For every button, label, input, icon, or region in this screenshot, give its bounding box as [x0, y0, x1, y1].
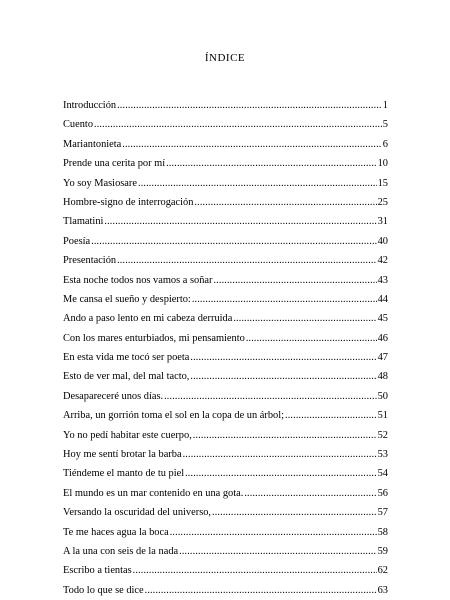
toc-entry-title: El mundo es un mar contenido en una gota. — [63, 487, 244, 499]
dot-leader — [190, 348, 376, 367]
toc-entry-page-number: 63 — [377, 584, 388, 596]
toc-entry-page-number: 54 — [377, 468, 388, 480]
toc-entry — [63, 174, 388, 193]
toc-entry-title: Esto de ver mal, del mal tacto, — [63, 371, 190, 383]
dot-leader — [179, 542, 376, 561]
toc-entry — [63, 212, 388, 231]
dot-leader — [170, 523, 377, 542]
toc-entry-page-number: 25 — [377, 196, 388, 208]
toc-entry-page-number: 47 — [377, 352, 388, 364]
dot-leader — [244, 484, 376, 503]
toc-entry-page-number: 59 — [377, 545, 388, 557]
dot-leader — [212, 503, 377, 522]
toc-entry — [63, 154, 388, 173]
toc-entry-page-number: 62 — [377, 565, 388, 577]
dot-leader — [166, 154, 376, 173]
toc-entry — [63, 290, 388, 309]
dot-leader — [213, 271, 376, 290]
dot-leader — [138, 174, 377, 193]
toc-entry-page-number: 40 — [377, 235, 388, 247]
toc-entry-title: Yo soy Masiosare — [63, 177, 137, 189]
toc-entry — [63, 271, 388, 290]
toc-entry — [63, 329, 388, 348]
toc-entry-title: Tiéndeme el manto de tu piel — [63, 468, 185, 480]
toc-entry-page-number: 44 — [377, 293, 388, 305]
toc-entry-page-number: 42 — [377, 255, 388, 267]
toc-entry — [63, 135, 388, 154]
toc-entry-title: A la una con seis de la nada — [63, 545, 179, 557]
toc-entry-page-number: 53 — [377, 449, 388, 461]
toc-entry-page-number: 5 — [382, 119, 388, 131]
toc-entry-title: Te me haces agua la boca — [63, 526, 169, 538]
dot-leader — [192, 290, 377, 309]
toc-entry — [63, 348, 388, 367]
toc-entry-page-number: 51 — [377, 410, 388, 422]
toc-entry-page-number: 1 — [382, 100, 388, 111]
toc-entry-title: Cuento — [63, 119, 94, 131]
toc-entry-title: Desapareceré unos días. — [63, 390, 164, 402]
toc-entry-title: Prende una cerita por mí — [63, 158, 166, 170]
toc-entry — [63, 193, 388, 212]
toc-entry — [63, 464, 388, 483]
toc-entry — [63, 96, 388, 115]
toc-entry-title: Yo no pedí habitar este cuerpo, — [63, 429, 192, 441]
toc-entry-page-number: 52 — [377, 429, 388, 441]
toc-entry-title: Tlamatini — [63, 216, 104, 228]
toc-entry-title: Todo lo que se dice — [63, 584, 144, 596]
toc-entry-title: Presentación — [63, 255, 117, 267]
toc-entry-page-number: 45 — [377, 313, 388, 325]
dot-leader — [117, 251, 377, 270]
toc-entry-title: Ando a paso lento en mi cabeza derruida — [63, 313, 233, 325]
toc-entry-title: Con los mares enturbiados, mi pensamiento — [63, 332, 245, 344]
dot-leader — [133, 561, 377, 580]
dot-leader — [246, 329, 377, 348]
toc-entry-title: Hombre-signo de interrogación — [63, 196, 194, 208]
toc-entry — [63, 426, 388, 445]
toc-entry-page-number: 31 — [377, 216, 388, 228]
toc-entry-title: Introducción — [63, 100, 117, 111]
dot-leader — [190, 367, 376, 386]
toc-entry — [63, 484, 388, 503]
toc-entry — [63, 581, 388, 600]
toc-entry-title: Me cansa el sueño y despierto: — [63, 293, 191, 305]
toc-entry-title: Hoy me sentí brotar la barba — [63, 449, 182, 461]
toc-entry-title: En esta vida me tocó ser poeta — [63, 352, 190, 364]
toc-entry-page-number: 57 — [377, 507, 388, 519]
toc-entry — [63, 387, 388, 406]
toc-entry-page-number: 10 — [377, 158, 388, 170]
toc-entry — [63, 115, 388, 134]
toc-entry-title: Mariantonieta — [63, 138, 122, 150]
dot-leader — [193, 426, 377, 445]
toc-entry-title: Esta noche todos nos vamos a soñar — [63, 274, 213, 286]
toc-entry — [63, 445, 388, 464]
table-of-contents — [63, 96, 388, 600]
page-title: ÍNDICE — [204, 52, 246, 64]
toc-entry — [63, 523, 388, 542]
toc-entry-title: Versando la oscuridad del universo, — [63, 507, 212, 519]
toc-entry-page-number: 50 — [377, 390, 388, 402]
toc-entry-page-number: 6 — [382, 138, 388, 150]
dot-leader — [185, 464, 377, 483]
toc-entry-page-number: 43 — [377, 274, 388, 286]
toc-entry — [63, 367, 388, 386]
dot-leader — [233, 309, 376, 328]
toc-entry-page-number: 48 — [377, 371, 388, 383]
toc-entry — [63, 251, 388, 270]
toc-entry — [63, 542, 388, 561]
dot-leader — [117, 96, 382, 115]
toc-entry — [63, 561, 388, 580]
dot-leader — [194, 193, 376, 212]
dot-leader — [183, 445, 377, 464]
toc-entry-page-number: 46 — [377, 332, 388, 344]
dot-leader — [145, 581, 377, 600]
toc-entry — [63, 503, 388, 522]
toc-entry — [63, 406, 388, 425]
toc-entry-title: Arriba, un gorrión toma el sol en la copa de un árbol; — [63, 410, 285, 422]
toc-entry-title: Poesía — [63, 235, 91, 247]
toc-entry-page-number: 58 — [377, 526, 388, 538]
toc-entry — [63, 232, 388, 251]
dot-leader — [104, 212, 376, 231]
dot-leader — [91, 232, 376, 251]
toc-entry-page-number: 56 — [377, 487, 388, 499]
dot-leader — [164, 387, 377, 406]
toc-entry — [63, 309, 388, 328]
dot-leader — [94, 115, 382, 134]
toc-entry-page-number: 15 — [377, 177, 388, 189]
toc-entry-title: Escribo a tientas — [63, 565, 132, 577]
dot-leader — [122, 135, 382, 154]
dot-leader — [285, 406, 377, 425]
